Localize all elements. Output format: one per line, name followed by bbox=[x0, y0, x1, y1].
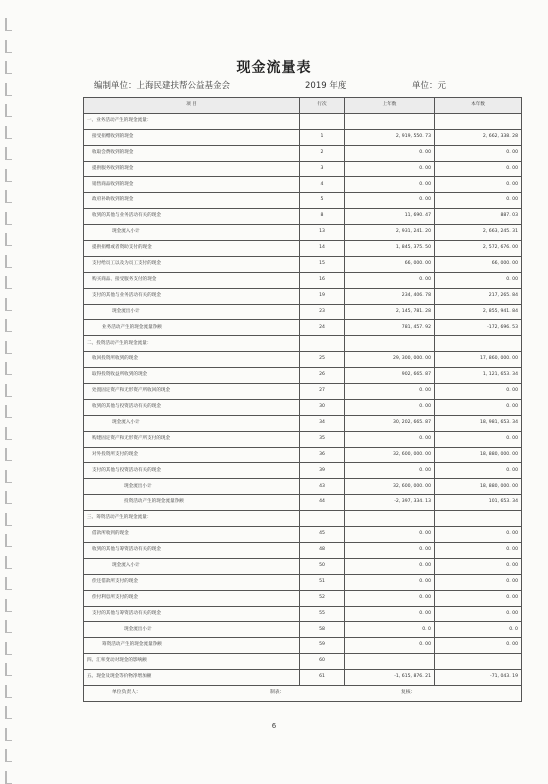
binding-mark bbox=[5, 577, 7, 590]
preparing-unit: 编制单位：上海民建扶帮公益基金会 bbox=[94, 81, 231, 91]
row-prev-year-value: 29, 300, 000. 00 bbox=[345, 352, 435, 368]
table-row bbox=[84, 622, 522, 638]
table-row bbox=[84, 320, 522, 336]
table-row bbox=[84, 384, 522, 400]
row-line-number: 15 bbox=[300, 256, 345, 272]
table-row bbox=[84, 241, 522, 257]
table-row bbox=[84, 288, 522, 304]
row-line-number: 58 bbox=[300, 622, 345, 638]
table-row bbox=[84, 145, 522, 161]
row-prev-year-value: 234, 406. 78 bbox=[345, 288, 435, 304]
row-curr-year-value bbox=[435, 654, 522, 670]
row-prev-year-value: 781, 457. 92 bbox=[345, 320, 435, 336]
binding-margin bbox=[0, 0, 14, 784]
table-row bbox=[84, 670, 522, 686]
row-prev-year-value: 2, 919, 550. 73 bbox=[345, 129, 435, 145]
binding-mark bbox=[5, 190, 7, 203]
row-line-number: 34 bbox=[300, 415, 345, 431]
row-item-name: 业务活动产生的现金流量净额 bbox=[84, 320, 300, 336]
row-prev-year-value: 32, 600, 000. 00 bbox=[345, 447, 435, 463]
row-prev-year-value: 2, 145, 781. 28 bbox=[345, 304, 435, 320]
binding-mark bbox=[5, 427, 7, 440]
table-row bbox=[84, 193, 522, 209]
row-prev-year-value: 0. 00 bbox=[345, 638, 435, 654]
row-prev-year-value bbox=[345, 654, 435, 670]
row-curr-year-value: 0. 00 bbox=[435, 272, 522, 288]
table-row bbox=[84, 256, 522, 272]
binding-mark bbox=[5, 147, 7, 160]
row-curr-year-value: 2, 855, 941. 84 bbox=[435, 304, 522, 320]
table-row bbox=[84, 272, 522, 288]
currency-unit: 单位：元 bbox=[412, 81, 447, 91]
row-item-name: 收到的其他与业务活动有关的现金 bbox=[84, 209, 300, 225]
cash-flow-table bbox=[83, 97, 522, 702]
table-row bbox=[84, 479, 522, 495]
row-item-name: 二、投资活动产生的现金流量： bbox=[84, 336, 300, 352]
row-curr-year-value: 2, 572, 676. 00 bbox=[435, 241, 522, 257]
row-curr-year-value: 1, 121, 653. 34 bbox=[435, 368, 522, 384]
row-item-name: 购买商品、接受服务支付的现金 bbox=[84, 272, 300, 288]
row-line-number: 55 bbox=[300, 606, 345, 622]
binding-mark bbox=[5, 362, 7, 375]
row-item-name: 支付的其他与筹资活动有关的现金 bbox=[84, 606, 300, 622]
table-row bbox=[84, 495, 522, 511]
row-line-number: 2 bbox=[300, 145, 345, 161]
header-line-no: 行次 bbox=[300, 98, 345, 114]
row-curr-year-value: 18, 880, 000. 00 bbox=[435, 447, 522, 463]
page-number: 6 bbox=[271, 722, 277, 730]
row-item-name: 取得投资收益所收到的现金 bbox=[84, 368, 300, 384]
row-prev-year-value: 0. 00 bbox=[345, 193, 435, 209]
row-line-number: 23 bbox=[300, 304, 345, 320]
row-line-number bbox=[300, 336, 345, 352]
row-curr-year-value: 0. 00 bbox=[435, 384, 522, 400]
row-curr-year-value: 0. 00 bbox=[435, 527, 522, 543]
binding-mark bbox=[5, 298, 7, 311]
row-curr-year-value: 0. 00 bbox=[435, 145, 522, 161]
row-prev-year-value: 66, 000. 00 bbox=[345, 256, 435, 272]
row-line-number: 35 bbox=[300, 431, 345, 447]
row-prev-year-value bbox=[345, 511, 435, 527]
binding-mark bbox=[5, 255, 7, 268]
row-line-number: 45 bbox=[300, 527, 345, 543]
row-line-number: 1 bbox=[300, 129, 345, 145]
row-line-number: 44 bbox=[300, 495, 345, 511]
row-curr-year-value bbox=[435, 113, 522, 129]
table-row bbox=[84, 447, 522, 463]
row-item-name: 现金流出小计 bbox=[84, 304, 300, 320]
row-line-number: 4 bbox=[300, 177, 345, 193]
row-curr-year-value: 2, 662, 338. 28 bbox=[435, 129, 522, 145]
row-line-number: 52 bbox=[300, 590, 345, 606]
row-item-name: 现金流入小计 bbox=[84, 415, 300, 431]
table-row bbox=[84, 352, 522, 368]
binding-mark bbox=[5, 749, 7, 762]
table-row bbox=[84, 336, 522, 352]
header-curr-year: 本年数 bbox=[435, 98, 522, 114]
binding-mark bbox=[5, 233, 7, 246]
row-item-name: 一、业务活动产生的现金流量： bbox=[84, 113, 300, 129]
binding-mark bbox=[5, 212, 7, 225]
row-prev-year-value: 32, 600, 000. 00 bbox=[345, 479, 435, 495]
row-prev-year-value bbox=[345, 113, 435, 129]
row-prev-year-value: 0. 00 bbox=[345, 527, 435, 543]
table-row bbox=[84, 225, 522, 241]
row-curr-year-value: 0. 00 bbox=[435, 161, 522, 177]
binding-mark bbox=[5, 534, 7, 547]
row-curr-year-value: 0. 00 bbox=[435, 431, 522, 447]
table-row bbox=[84, 590, 522, 606]
binding-mark bbox=[5, 771, 7, 784]
row-line-number: 60 bbox=[300, 654, 345, 670]
row-prev-year-value: 902, 665. 87 bbox=[345, 368, 435, 384]
row-curr-year-value: 0. 00 bbox=[435, 558, 522, 574]
row-item-name: 政府补助收到的现金 bbox=[84, 193, 300, 209]
row-line-number: 24 bbox=[300, 320, 345, 336]
row-item-name: 三、筹资活动产生的现金流量： bbox=[84, 511, 300, 527]
table-header-row bbox=[84, 98, 522, 114]
row-line-number: 19 bbox=[300, 288, 345, 304]
row-curr-year-value: 18, 981, 653. 34 bbox=[435, 415, 522, 431]
row-line-number: 14 bbox=[300, 241, 345, 257]
table-row bbox=[84, 511, 522, 527]
row-curr-year-value: 0. 00 bbox=[435, 638, 522, 654]
binding-mark bbox=[5, 706, 7, 719]
row-line-number: 5 bbox=[300, 193, 345, 209]
binding-mark bbox=[5, 448, 7, 461]
row-item-name: 收到的其他与投资活动有关的现金 bbox=[84, 399, 300, 415]
row-curr-year-value: 101, 653. 34 bbox=[435, 495, 522, 511]
row-curr-year-value: 0. 0 bbox=[435, 622, 522, 638]
row-line-number: 50 bbox=[300, 558, 345, 574]
table-row bbox=[84, 368, 522, 384]
row-curr-year-value: 2, 663, 245. 31 bbox=[435, 225, 522, 241]
binding-mark bbox=[5, 83, 7, 96]
row-line-number: 25 bbox=[300, 352, 345, 368]
binding-mark bbox=[5, 513, 7, 526]
row-prev-year-value: 30, 202, 665. 87 bbox=[345, 415, 435, 431]
row-line-number: 30 bbox=[300, 399, 345, 415]
row-curr-year-value: 0. 00 bbox=[435, 574, 522, 590]
table-row bbox=[84, 415, 522, 431]
row-line-number: 39 bbox=[300, 463, 345, 479]
table-row bbox=[84, 113, 522, 129]
row-item-name: 现金流入小计 bbox=[84, 558, 300, 574]
row-item-name: 投资活动产生的现金流量净额 bbox=[84, 495, 300, 511]
row-prev-year-value: 11, 690. 47 bbox=[345, 209, 435, 225]
row-line-number: 8 bbox=[300, 209, 345, 225]
row-prev-year-value: -1, 615, 876. 21 bbox=[345, 670, 435, 686]
header-item: 项 目 bbox=[84, 98, 300, 114]
row-line-number: 16 bbox=[300, 272, 345, 288]
binding-mark bbox=[5, 276, 7, 289]
signature-preparer: 制表： bbox=[270, 689, 285, 695]
row-curr-year-value: 0. 00 bbox=[435, 193, 522, 209]
table-row bbox=[84, 654, 522, 670]
table-row bbox=[84, 304, 522, 320]
row-line-number bbox=[300, 113, 345, 129]
row-curr-year-value: 0. 00 bbox=[435, 177, 522, 193]
table-row bbox=[84, 129, 522, 145]
row-prev-year-value: 0. 00 bbox=[345, 590, 435, 606]
binding-mark bbox=[5, 104, 7, 117]
row-curr-year-value bbox=[435, 336, 522, 352]
signature-reviewer: 复核： bbox=[401, 689, 416, 695]
row-curr-year-value: 66, 000. 00 bbox=[435, 256, 522, 272]
row-line-number bbox=[300, 511, 345, 527]
binding-mark bbox=[5, 620, 7, 633]
table-row bbox=[84, 209, 522, 225]
binding-mark bbox=[5, 663, 7, 676]
header-prev-year: 上年数 bbox=[345, 98, 435, 114]
row-item-name: 支付的其他与业务活动有关的现金 bbox=[84, 288, 300, 304]
signature-cell bbox=[84, 685, 522, 701]
row-curr-year-value: 217, 265. 84 bbox=[435, 288, 522, 304]
document-title: 现金流量表 bbox=[236, 60, 312, 76]
row-line-number: 59 bbox=[300, 638, 345, 654]
row-prev-year-value: 0. 00 bbox=[345, 574, 435, 590]
binding-mark bbox=[5, 126, 7, 139]
row-prev-year-value: 0. 00 bbox=[345, 606, 435, 622]
row-curr-year-value: 0. 00 bbox=[435, 463, 522, 479]
binding-mark bbox=[5, 18, 7, 31]
table-row bbox=[84, 638, 522, 654]
row-item-name: 购建固定资产和无形资产所支付的现金 bbox=[84, 431, 300, 447]
row-prev-year-value: 0. 00 bbox=[345, 399, 435, 415]
row-curr-year-value: 887. 03 bbox=[435, 209, 522, 225]
row-prev-year-value: 0. 00 bbox=[345, 177, 435, 193]
binding-mark bbox=[5, 405, 7, 418]
row-curr-year-value bbox=[435, 511, 522, 527]
row-item-name: 提供捐赠或者资助支付的现金 bbox=[84, 241, 300, 257]
row-curr-year-value: -71, 043. 19 bbox=[435, 670, 522, 686]
row-item-name: 对外投资所支付的现金 bbox=[84, 447, 300, 463]
binding-mark bbox=[5, 470, 7, 483]
row-prev-year-value: 0. 0 bbox=[345, 622, 435, 638]
row-item-name: 接受捐赠收到的现金 bbox=[84, 129, 300, 145]
row-prev-year-value: 0. 00 bbox=[345, 161, 435, 177]
row-curr-year-value: 0. 00 bbox=[435, 542, 522, 558]
binding-mark bbox=[5, 384, 7, 397]
binding-mark bbox=[5, 341, 7, 354]
row-item-name: 现金流入小计 bbox=[84, 225, 300, 241]
row-item-name: 收到的其他与筹资活动有关的现金 bbox=[84, 542, 300, 558]
row-item-name: 支付的其他与投资活动有关的现金 bbox=[84, 463, 300, 479]
row-item-name: 现金流出小计 bbox=[84, 479, 300, 495]
table-row bbox=[84, 463, 522, 479]
row-line-number: 61 bbox=[300, 670, 345, 686]
row-line-number: 51 bbox=[300, 574, 345, 590]
row-line-number: 3 bbox=[300, 161, 345, 177]
row-item-name: 四、汇率变动对现金的影响额 bbox=[84, 654, 300, 670]
row-curr-year-value: 17, 860, 000. 00 bbox=[435, 352, 522, 368]
row-item-name: 现金流出小计 bbox=[84, 622, 300, 638]
table-row bbox=[84, 606, 522, 622]
row-prev-year-value: 0. 00 bbox=[345, 145, 435, 161]
row-prev-year-value: 0. 00 bbox=[345, 384, 435, 400]
binding-mark bbox=[5, 169, 7, 182]
row-curr-year-value: 0. 00 bbox=[435, 590, 522, 606]
row-prev-year-value: 2, 931, 241. 20 bbox=[345, 225, 435, 241]
table-row bbox=[84, 161, 522, 177]
row-item-name: 偿付利息所支付的现金 bbox=[84, 590, 300, 606]
binding-mark bbox=[5, 319, 7, 332]
table-row bbox=[84, 542, 522, 558]
row-line-number: 43 bbox=[300, 479, 345, 495]
row-curr-year-value: 0. 00 bbox=[435, 606, 522, 622]
row-item-name: 五、现金及现金等价物净增加额 bbox=[84, 670, 300, 686]
row-line-number: 27 bbox=[300, 384, 345, 400]
row-item-name: 销售商品收到的现金 bbox=[84, 177, 300, 193]
binding-mark bbox=[5, 40, 7, 53]
table-row bbox=[84, 431, 522, 447]
row-curr-year-value: -172, 696. 53 bbox=[435, 320, 522, 336]
binding-mark bbox=[5, 642, 7, 655]
signature-row bbox=[84, 685, 522, 701]
row-prev-year-value: 1, 845, 375. 50 bbox=[345, 241, 435, 257]
row-item-name: 筹资活动产生的现金流量净额 bbox=[84, 638, 300, 654]
row-prev-year-value: 0. 00 bbox=[345, 542, 435, 558]
row-prev-year-value bbox=[345, 336, 435, 352]
binding-mark bbox=[5, 599, 7, 612]
table-row bbox=[84, 177, 522, 193]
row-line-number: 48 bbox=[300, 542, 345, 558]
row-prev-year-value: 0. 00 bbox=[345, 558, 435, 574]
binding-mark bbox=[5, 491, 7, 504]
row-item-name: 处置固定资产和无形资产所收回的现金 bbox=[84, 384, 300, 400]
report-year: 2019 年度 bbox=[305, 81, 347, 91]
row-line-number: 26 bbox=[300, 368, 345, 384]
row-curr-year-value: 18, 880, 000. 00 bbox=[435, 479, 522, 495]
signature-head: 单位负责人： bbox=[112, 689, 141, 695]
row-curr-year-value: 0. 00 bbox=[435, 399, 522, 415]
row-prev-year-value: 0. 00 bbox=[345, 463, 435, 479]
row-item-name: 收回投资所收到的现金 bbox=[84, 352, 300, 368]
row-line-number: 36 bbox=[300, 447, 345, 463]
row-line-number: 13 bbox=[300, 225, 345, 241]
table-row bbox=[84, 399, 522, 415]
table-row bbox=[84, 527, 522, 543]
binding-mark bbox=[5, 556, 7, 569]
row-prev-year-value: 0. 00 bbox=[345, 431, 435, 447]
table-row bbox=[84, 558, 522, 574]
row-item-name: 支付给员工以及为员工支付的现金 bbox=[84, 256, 300, 272]
row-item-name: 提供服务收到的现金 bbox=[84, 161, 300, 177]
row-item-name: 收取会费收到的现金 bbox=[84, 145, 300, 161]
row-prev-year-value: 0. 00 bbox=[345, 272, 435, 288]
table-row bbox=[84, 574, 522, 590]
row-prev-year-value: -2, 397, 334. 13 bbox=[345, 495, 435, 511]
row-item-name: 偿还借款所支付的现金 bbox=[84, 574, 300, 590]
row-item-name: 借款所收到的现金 bbox=[84, 527, 300, 543]
binding-mark bbox=[5, 685, 7, 698]
